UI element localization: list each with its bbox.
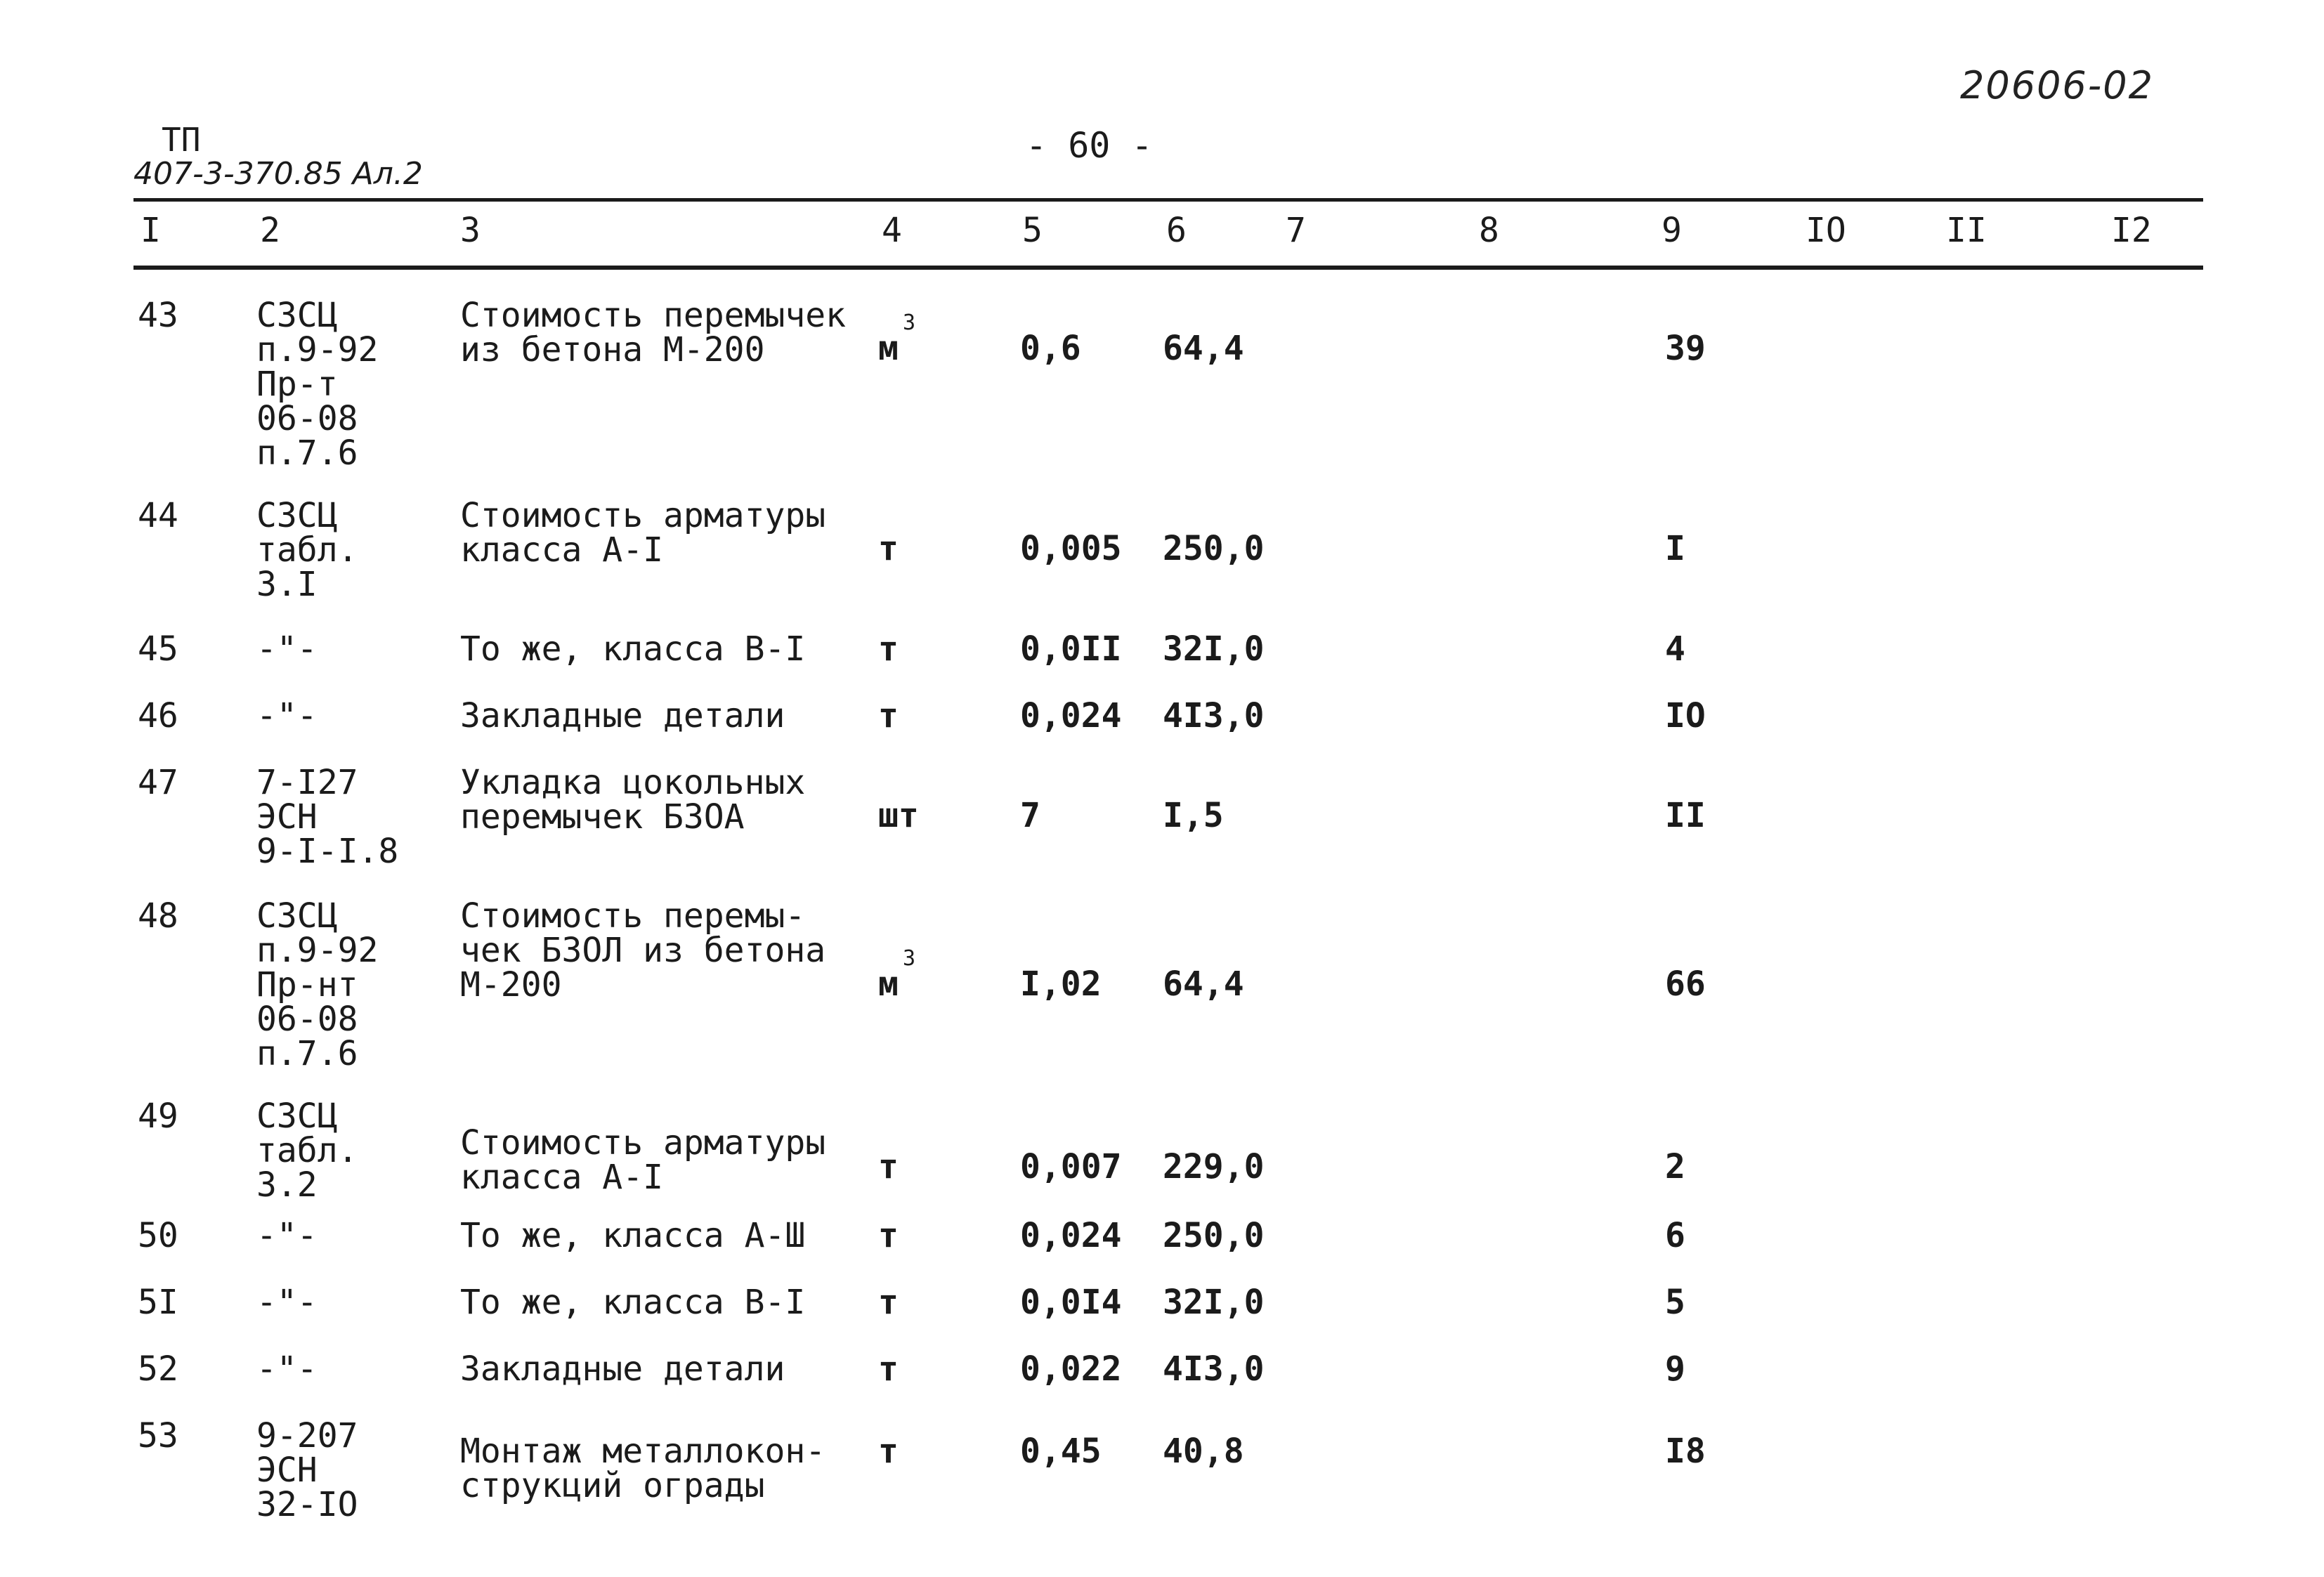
estimate-sheet: 20606-02 ТП 407-3-370.85 Ал.2 - 60 - I 2 3 4 5 6 7 8 9 IO II I2 43 СЗСЦ п.9-92 Пр-т 06-08 п.7.6 Стоимость перемычек из бетона М-200 м 3 0,6 64,4 39 44 СЗСЦ табл. 3.I Стоимость арматуры класса А-I т 0,005 250,0 I 45 -"- То же, класса В-I т 0,0II 32I,0 4 46 -"- Закладные детали т 0,024 4I3,0 IO 47 7-I27 ЭСН 9-I-I.8 Укладка цокольных перемычек Б3ОА шт 7 I,5 II 48 СЗСЦ п.9-92 Пр-нт 06-08 п.7.6 Стоимость перемы- чек Б3ОЛ из бетона М-200 м 3 I,02 64,4 66 49 СЗСЦ табл. 3.2 Стоимость арматуры класса А-I т 0,007 229,0 2 50 -"- То же, класса А-Ш т 0,024 250,0 6 5I -"- То же, класса В-I т 0,0I4 32I,0 5 52 -"- Закладные детали т 0,022 4I3,0 9 53 9-207 ЭСН 32-IO Монтаж металлокон- струкций ограды т 0,45 40,8 I8 <box>0 0 2324 1577</box>
unit-of-measure: м <box>878 329 899 368</box>
work-description: То же, класса А-Ш <box>460 1216 806 1255</box>
column-header: 9 <box>1662 211 1682 250</box>
unit-of-measure: т <box>878 629 899 669</box>
norm-reference: СЗСЦ п.9-92 Пр-нт 06-08 п.7.6 <box>256 896 379 1073</box>
doc-code: 407-3-370.85 Ал.2 <box>133 156 423 192</box>
quantity: 0,0II <box>1020 629 1122 669</box>
row-number: 50 <box>138 1216 178 1255</box>
quantity: 0,6 <box>1020 329 1081 368</box>
header-top-rule <box>133 198 2203 202</box>
row-number: 47 <box>138 763 178 802</box>
column-header: I2 <box>2111 211 2152 250</box>
column-header: 2 <box>260 211 280 250</box>
column-header: 4 <box>882 211 902 250</box>
unit-price: 64,4 <box>1163 329 1244 368</box>
total-cost: 5 <box>1665 1283 1685 1322</box>
column-header: 6 <box>1166 211 1187 250</box>
norm-reference: -"- <box>256 629 318 669</box>
work-description: Стоимость перемычек из бетона М-200 <box>460 296 847 369</box>
work-description: Стоимость арматуры класса А-I <box>460 1123 826 1197</box>
unit-price: 32I,0 <box>1163 629 1265 669</box>
work-description: Закладные детали <box>460 696 785 735</box>
total-cost: 39 <box>1665 329 1706 368</box>
unit-of-measure: т <box>878 1349 899 1389</box>
unit-price: 250,0 <box>1163 1216 1265 1255</box>
work-description: То же, класса В-I <box>460 629 806 669</box>
work-description: То же, класса В-I <box>460 1283 806 1322</box>
work-description: Закладные детали <box>460 1349 785 1389</box>
column-header: 5 <box>1022 211 1043 250</box>
quantity: I,02 <box>1020 964 1102 1004</box>
column-header: 8 <box>1479 211 1499 250</box>
header-bottom-rule <box>133 266 2203 270</box>
row-number: 44 <box>138 496 178 535</box>
page-number: - 60 - <box>1026 125 1153 166</box>
norm-reference: -"- <box>256 1283 318 1322</box>
unit-price: 32I,0 <box>1163 1283 1265 1322</box>
row-number: 46 <box>138 696 178 735</box>
unit-price: 4I3,0 <box>1163 1349 1265 1389</box>
row-number: 52 <box>138 1349 178 1389</box>
total-cost: IO <box>1665 696 1706 735</box>
norm-reference: -"- <box>256 1216 318 1255</box>
work-description: Укладка цокольных перемычек Б3ОА <box>460 763 806 837</box>
column-header: II <box>1946 211 1987 250</box>
work-description: Монтаж металлокон- струкций ограды <box>460 1432 826 1505</box>
unit-of-measure: т <box>878 1147 899 1186</box>
quantity: 0,022 <box>1020 1349 1122 1389</box>
document-reference <box>133 123 423 192</box>
quantity: 0,007 <box>1020 1147 1122 1186</box>
doc-type: ТП <box>162 121 201 159</box>
quantity: 0,45 <box>1020 1432 1102 1471</box>
total-cost: I <box>1665 529 1685 568</box>
column-header: 7 <box>1286 211 1306 250</box>
total-cost: 6 <box>1665 1216 1685 1255</box>
unit-of-measure: т <box>878 696 899 735</box>
norm-reference: 9-207 ЭСН 32-IO <box>256 1416 358 1524</box>
unit-price: 4I3,0 <box>1163 696 1265 735</box>
unit-of-measure: т <box>878 1216 899 1255</box>
unit-price: I,5 <box>1163 796 1224 835</box>
handwritten-stamp: 20606-02 <box>1960 63 2154 107</box>
work-description: Стоимость арматуры класса А-I <box>460 496 826 570</box>
column-header: IO <box>1806 211 1846 250</box>
row-number: 5I <box>138 1283 178 1322</box>
total-cost: I8 <box>1665 1432 1706 1471</box>
unit-price: 250,0 <box>1163 529 1265 568</box>
norm-reference: 7-I27 ЭСН 9-I-I.8 <box>256 763 399 871</box>
row-number: 43 <box>138 296 178 335</box>
row-number: 48 <box>138 896 178 936</box>
row-number: 53 <box>138 1416 178 1455</box>
total-cost: 9 <box>1665 1349 1685 1389</box>
norm-reference: СЗСЦ п.9-92 Пр-т 06-08 п.7.6 <box>256 296 379 473</box>
unit-of-measure: т <box>878 1432 899 1471</box>
unit-of-measure: м <box>878 964 899 1004</box>
unit-of-measure: т <box>878 529 899 568</box>
norm-reference: -"- <box>256 1349 318 1389</box>
norm-reference: СЗСЦ табл. 3.2 <box>256 1097 358 1205</box>
quantity: 0,024 <box>1020 696 1122 735</box>
unit-of-measure: шт <box>878 796 919 835</box>
quantity: 0,024 <box>1020 1216 1122 1255</box>
total-cost: 66 <box>1665 964 1706 1004</box>
column-header: 3 <box>460 211 481 250</box>
total-cost: 2 <box>1665 1147 1685 1186</box>
quantity: 0,0I4 <box>1020 1283 1122 1322</box>
quantity: 7 <box>1020 796 1040 835</box>
norm-reference: -"- <box>256 696 318 735</box>
column-header: I <box>141 211 161 250</box>
row-number: 49 <box>138 1097 178 1136</box>
total-cost: II <box>1665 796 1706 835</box>
quantity: 0,005 <box>1020 529 1122 568</box>
norm-reference: СЗСЦ табл. 3.I <box>256 496 358 604</box>
unit-price: 229,0 <box>1163 1147 1265 1186</box>
row-number: 45 <box>138 629 178 669</box>
unit-of-measure: т <box>878 1283 899 1322</box>
unit-price: 64,4 <box>1163 964 1244 1004</box>
unit-price: 40,8 <box>1163 1432 1244 1471</box>
total-cost: 4 <box>1665 629 1685 669</box>
work-description: Стоимость перемы- чек Б3ОЛ из бетона М-200 <box>460 896 826 1005</box>
